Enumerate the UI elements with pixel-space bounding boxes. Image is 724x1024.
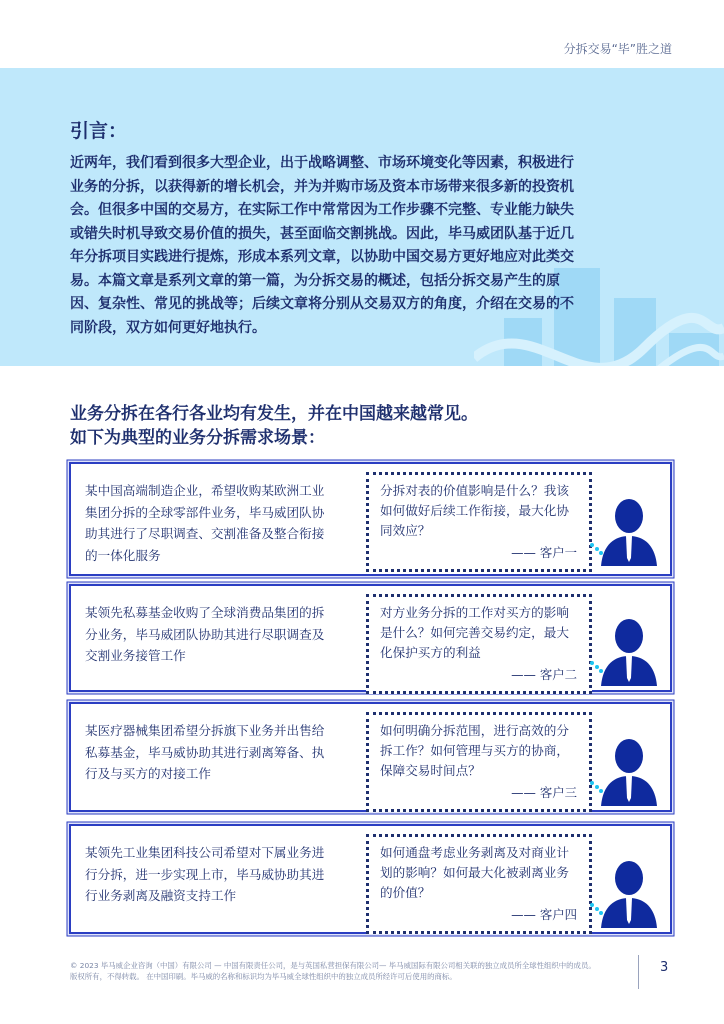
client-attribution: —— 客户二 [511, 667, 577, 682]
person-avatar-icon [601, 858, 657, 928]
header-title: 分拆交易“毕”胜之道 [563, 42, 672, 56]
page-number: 3 [660, 960, 669, 975]
section-heading [70, 403, 670, 450]
question-bubble [366, 712, 592, 812]
question-bubble [366, 834, 592, 934]
section-heading-line1: 业务分拆在各行各业均有发生，并在中国越来越常见。 [70, 404, 478, 424]
case-question: 对方业务分拆的工作对买方的影响是什么？如何完善交易约定，最大化保护买方的利益 [380, 605, 569, 660]
person-avatar-icon [601, 616, 657, 686]
client-attribution: —— 客户四 [511, 907, 577, 922]
case-card-4 [69, 824, 672, 934]
person-avatar-icon [601, 496, 657, 566]
client-attribution: —— 客户一 [511, 545, 577, 560]
case-card-3 [69, 702, 672, 812]
question-bubble [366, 594, 592, 694]
case-question: 如何明确分拆范围，进行高效的分拆工作？如何管理与买方的协商，保障交易时间点？ [380, 723, 569, 778]
client-attribution: —— 客户三 [511, 785, 577, 800]
case-scenario: 某中国高端制造企业，希望收购某欧洲工业集团分拆的全球零部件业务，毕马威团队协助其进行了尽职调查、交割准备及整合衔接的一体化服务 [85, 483, 325, 563]
footer-legal-text [70, 960, 630, 982]
case-scenario: 某领先私募基金收购了全球消费品集团的拆分业务，毕马威团队协助其进行尽职调查及交割业务接管工作 [85, 605, 325, 663]
intro-panel [0, 68, 724, 366]
footer-line-1: © 2023 毕马威企业咨询（中国）有限公司 — 中国有限责任公司，是与英国私营担保有限公司— 毕马威国际有限公司相关联的独立成员所全球性组织中的成员。 [70, 961, 596, 970]
footer-divider [638, 955, 639, 989]
case-card-1 [69, 462, 672, 576]
case-card-2 [69, 584, 672, 692]
case-question: 如何通盘考虑业务剥离及对商业计划的影响？如何最大化被剥离业务的价值？ [380, 845, 569, 900]
case-scenario: 某领先工业集团科技公司希望对下属业务进行分拆，进一步实现上市，毕马威协助其进行业务剥离及融资支持工作 [85, 845, 325, 903]
case-scenario: 某医疗器械集团希望分拆旗下业务并出售给私募基金，毕马威协助其进行剥离筹备、执行及与买方的对接工作 [85, 723, 325, 781]
question-bubble [366, 472, 592, 572]
case-question: 分拆对表的价值影响是什么？我该如何做好后续工作衔接，最大化协同效应？ [380, 483, 569, 538]
person-avatar-icon [601, 736, 657, 806]
footer-line-2: 版权所有，不得转载。 在中国印刷。毕马威的名称和标识均为毕马威全球性组织中的独立成员所经许可后使用的商标。 [70, 972, 457, 981]
intro-body: 近两年，我们看到很多大型企业，出于战略调整、市场环境变化等因素，积极进行业务的分拆，以获得新的增长机会，并为并购市场及资本市场带来很多新的投资机会。但很多中国的交易方，在实际工作中常常因为工作步骤不完整、专业能力缺失或错失时机导致交易价值的损失，甚至面临交割挑战。因此，毕马威团队基于近几年分拆项目实践进行提炼，形成本系列文章，以协助中国交易方更好地应对此类交易。本篇文章是系列文章的第一篇，为分拆交易的概述，包括分拆交易产生的原因、复杂性、常见的挑战等；后续文章将分别从交易双方的角度，介绍在交易的不同阶段，双方如何更好地执行。 [70, 155, 574, 336]
intro-heading: 引言： [70, 120, 128, 142]
section-heading-line2: 如下为典型的业务分拆需求场景： [70, 427, 325, 448]
